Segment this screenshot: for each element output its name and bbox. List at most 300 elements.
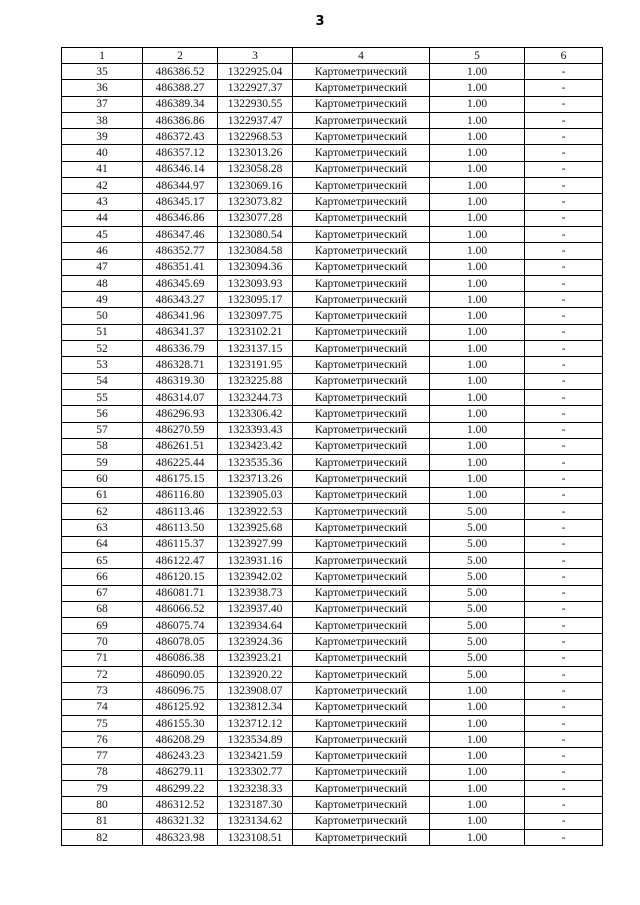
accuracy-cell: 1.00: [430, 341, 525, 357]
point-number-cell: 53: [62, 357, 143, 373]
x-coordinate-cell: 486314.07: [143, 389, 218, 405]
point-number-cell: 75: [62, 715, 143, 731]
header-cell-4: 4: [293, 48, 430, 64]
y-coordinate-cell: 1323073.82: [218, 194, 293, 210]
point-number-cell: 44: [62, 210, 143, 226]
method-cell: Картометрический: [293, 650, 430, 666]
table-row: [62, 601, 603, 617]
note-cell: -: [525, 324, 603, 340]
method-cell: Картометрический: [293, 64, 430, 80]
point-number-cell: 67: [62, 585, 143, 601]
method-cell: Картометрический: [293, 585, 430, 601]
note-cell: -: [525, 357, 603, 373]
y-coordinate-cell: 1322930.55: [218, 96, 293, 112]
accuracy-cell: 5.00: [430, 504, 525, 520]
accuracy-cell: 1.00: [430, 145, 525, 161]
point-number-cell: 65: [62, 552, 143, 568]
method-cell: Картометрический: [293, 715, 430, 731]
y-coordinate-cell: 1323134.62: [218, 813, 293, 829]
method-cell: Картометрический: [293, 748, 430, 764]
table-row: [62, 292, 603, 308]
note-cell: -: [525, 145, 603, 161]
table-row: [62, 129, 603, 145]
accuracy-cell: 1.00: [430, 96, 525, 112]
x-coordinate-cell: 486155.30: [143, 715, 218, 731]
table-row: [62, 275, 603, 291]
method-cell: Картометрический: [293, 178, 430, 194]
note-cell: -: [525, 373, 603, 389]
point-number-cell: 54: [62, 373, 143, 389]
x-coordinate-cell: 486066.52: [143, 601, 218, 617]
y-coordinate-cell: 1323306.42: [218, 406, 293, 422]
table-row: [62, 813, 603, 829]
note-cell: -: [525, 80, 603, 96]
method-cell: Картометрический: [293, 80, 430, 96]
table-row: [62, 243, 603, 259]
y-coordinate-cell: 1323244.73: [218, 389, 293, 405]
table-row: [62, 455, 603, 471]
method-cell: Картометрический: [293, 194, 430, 210]
method-cell: Картометрический: [293, 552, 430, 568]
note-cell: -: [525, 487, 603, 503]
y-coordinate-cell: 1323393.43: [218, 422, 293, 438]
point-number-cell: 51: [62, 324, 143, 340]
table-row: [62, 487, 603, 503]
table-row: [62, 699, 603, 715]
point-number-cell: 41: [62, 161, 143, 177]
accuracy-cell: 1.00: [430, 455, 525, 471]
table-row: [62, 178, 603, 194]
point-number-cell: 36: [62, 80, 143, 96]
table-row: [62, 373, 603, 389]
y-coordinate-cell: 1323927.99: [218, 536, 293, 552]
y-coordinate-cell: 1323094.36: [218, 259, 293, 275]
point-number-cell: 80: [62, 797, 143, 813]
method-cell: Картометрический: [293, 601, 430, 617]
accuracy-cell: 5.00: [430, 666, 525, 682]
note-cell: -: [525, 308, 603, 324]
y-coordinate-cell: 1323238.33: [218, 781, 293, 797]
table-row: [62, 161, 603, 177]
method-cell: Картометрический: [293, 275, 430, 291]
x-coordinate-cell: 486343.27: [143, 292, 218, 308]
point-number-cell: 61: [62, 487, 143, 503]
method-cell: Картометрический: [293, 357, 430, 373]
note-cell: -: [525, 781, 603, 797]
x-coordinate-cell: 486270.59: [143, 422, 218, 438]
note-cell: -: [525, 64, 603, 80]
table-row: [62, 438, 603, 454]
table-row: [62, 650, 603, 666]
x-coordinate-cell: 486261.51: [143, 438, 218, 454]
x-coordinate-cell: 486299.22: [143, 781, 218, 797]
point-number-cell: 38: [62, 112, 143, 128]
note-cell: -: [525, 683, 603, 699]
point-number-cell: 52: [62, 341, 143, 357]
note-cell: -: [525, 715, 603, 731]
x-coordinate-cell: 486321.32: [143, 813, 218, 829]
accuracy-cell: 1.00: [430, 829, 525, 845]
x-coordinate-cell: 486346.86: [143, 210, 218, 226]
note-cell: -: [525, 210, 603, 226]
accuracy-cell: 1.00: [430, 243, 525, 259]
table-row: [62, 552, 603, 568]
x-coordinate-cell: 486323.98: [143, 829, 218, 845]
x-coordinate-cell: 486388.27: [143, 80, 218, 96]
method-cell: Картометрический: [293, 112, 430, 128]
header-cell-6: 6: [525, 48, 603, 64]
accuracy-cell: 1.00: [430, 748, 525, 764]
accuracy-cell: 1.00: [430, 373, 525, 389]
method-cell: Картометрический: [293, 438, 430, 454]
point-number-cell: 72: [62, 666, 143, 682]
accuracy-cell: 1.00: [430, 764, 525, 780]
accuracy-cell: 1.00: [430, 80, 525, 96]
method-cell: Картометрический: [293, 781, 430, 797]
method-cell: Картометрический: [293, 96, 430, 112]
y-coordinate-cell: 1323191.95: [218, 357, 293, 373]
accuracy-cell: 1.00: [430, 471, 525, 487]
table-row: [62, 406, 603, 422]
accuracy-cell: 1.00: [430, 781, 525, 797]
point-number-cell: 42: [62, 178, 143, 194]
method-cell: Картометрический: [293, 618, 430, 634]
table-row: [62, 764, 603, 780]
y-coordinate-cell: 1323712.12: [218, 715, 293, 731]
method-cell: Картометрический: [293, 813, 430, 829]
x-coordinate-cell: 486090.05: [143, 666, 218, 682]
note-cell: -: [525, 471, 603, 487]
point-number-cell: 58: [62, 438, 143, 454]
accuracy-cell: 1.00: [430, 324, 525, 340]
y-coordinate-cell: 1323931.16: [218, 552, 293, 568]
point-number-cell: 47: [62, 259, 143, 275]
note-cell: -: [525, 422, 603, 438]
accuracy-cell: 1.00: [430, 194, 525, 210]
note-cell: -: [525, 552, 603, 568]
y-coordinate-cell: 1322925.04: [218, 64, 293, 80]
y-coordinate-cell: 1323102.21: [218, 324, 293, 340]
table-row: [62, 504, 603, 520]
table-row: [62, 422, 603, 438]
table-row: [62, 781, 603, 797]
table-row: [62, 683, 603, 699]
x-coordinate-cell: 486078.05: [143, 634, 218, 650]
y-coordinate-cell: 1323421.59: [218, 748, 293, 764]
y-coordinate-cell: 1323077.28: [218, 210, 293, 226]
x-coordinate-cell: 486096.75: [143, 683, 218, 699]
accuracy-cell: 1.00: [430, 683, 525, 699]
note-cell: -: [525, 699, 603, 715]
point-number-cell: 62: [62, 504, 143, 520]
table-row: [62, 259, 603, 275]
x-coordinate-cell: 486328.71: [143, 357, 218, 373]
point-number-cell: 66: [62, 569, 143, 585]
method-cell: Картометрический: [293, 569, 430, 585]
accuracy-cell: 5.00: [430, 618, 525, 634]
accuracy-cell: 1.00: [430, 813, 525, 829]
note-cell: -: [525, 96, 603, 112]
note-cell: -: [525, 275, 603, 291]
x-coordinate-cell: 486319.30: [143, 373, 218, 389]
method-cell: Картометрический: [293, 129, 430, 145]
y-coordinate-cell: 1323942.02: [218, 569, 293, 585]
table-row: [62, 520, 603, 536]
table-row: [62, 357, 603, 373]
x-coordinate-cell: 486345.69: [143, 275, 218, 291]
table-row: [62, 585, 603, 601]
y-coordinate-cell: 1323923.21: [218, 650, 293, 666]
note-cell: -: [525, 797, 603, 813]
note-cell: -: [525, 389, 603, 405]
x-coordinate-cell: 486081.71: [143, 585, 218, 601]
note-cell: -: [525, 259, 603, 275]
accuracy-cell: 5.00: [430, 552, 525, 568]
point-number-cell: 63: [62, 520, 143, 536]
point-number-cell: 40: [62, 145, 143, 161]
point-number-cell: 79: [62, 781, 143, 797]
point-number-cell: 69: [62, 618, 143, 634]
x-coordinate-cell: 486386.52: [143, 64, 218, 80]
point-number-cell: 35: [62, 64, 143, 80]
point-number-cell: 73: [62, 683, 143, 699]
accuracy-cell: 1.00: [430, 389, 525, 405]
y-coordinate-cell: 1323938.73: [218, 585, 293, 601]
point-number-cell: 82: [62, 829, 143, 845]
y-coordinate-cell: 1323922.53: [218, 504, 293, 520]
note-cell: -: [525, 504, 603, 520]
note-cell: -: [525, 764, 603, 780]
table-row: [62, 536, 603, 552]
accuracy-cell: 5.00: [430, 601, 525, 617]
table-row: [62, 797, 603, 813]
point-number-cell: 55: [62, 389, 143, 405]
y-coordinate-cell: 1323920.22: [218, 666, 293, 682]
x-coordinate-cell: 486357.12: [143, 145, 218, 161]
method-cell: Картометрический: [293, 520, 430, 536]
x-coordinate-cell: 486122.47: [143, 552, 218, 568]
note-cell: -: [525, 634, 603, 650]
point-number-cell: 64: [62, 536, 143, 552]
y-coordinate-cell: 1323058.28: [218, 161, 293, 177]
x-coordinate-cell: 486175.15: [143, 471, 218, 487]
method-cell: Картометрический: [293, 764, 430, 780]
method-cell: Картометрический: [293, 732, 430, 748]
accuracy-cell: 1.00: [430, 275, 525, 291]
point-number-cell: 45: [62, 226, 143, 242]
x-coordinate-cell: 486279.11: [143, 764, 218, 780]
table-row: [62, 666, 603, 682]
method-cell: Картометрический: [293, 210, 430, 226]
table-row: [62, 471, 603, 487]
y-coordinate-cell: 1322927.37: [218, 80, 293, 96]
x-coordinate-cell: 486115.37: [143, 536, 218, 552]
method-cell: Картометрический: [293, 259, 430, 275]
y-coordinate-cell: 1323713.26: [218, 471, 293, 487]
header-row: [62, 48, 603, 64]
accuracy-cell: 1.00: [430, 715, 525, 731]
point-number-cell: 74: [62, 699, 143, 715]
note-cell: -: [525, 585, 603, 601]
point-number-cell: 59: [62, 455, 143, 471]
method-cell: Картометрический: [293, 422, 430, 438]
header-cell-5: 5: [430, 48, 525, 64]
x-coordinate-cell: 486347.46: [143, 226, 218, 242]
accuracy-cell: 1.00: [430, 308, 525, 324]
point-number-cell: 56: [62, 406, 143, 422]
method-cell: Картометрический: [293, 389, 430, 405]
table-row: [62, 569, 603, 585]
accuracy-cell: 1.00: [430, 161, 525, 177]
accuracy-cell: 1.00: [430, 797, 525, 813]
accuracy-cell: 1.00: [430, 357, 525, 373]
x-coordinate-cell: 486351.41: [143, 259, 218, 275]
point-number-cell: 78: [62, 764, 143, 780]
point-number-cell: 39: [62, 129, 143, 145]
table-row: [62, 96, 603, 112]
accuracy-cell: 5.00: [430, 634, 525, 650]
x-coordinate-cell: 486243.23: [143, 748, 218, 764]
note-cell: -: [525, 455, 603, 471]
method-cell: Картометрический: [293, 161, 430, 177]
x-coordinate-cell: 486336.79: [143, 341, 218, 357]
accuracy-cell: 1.00: [430, 226, 525, 242]
point-number-cell: 46: [62, 243, 143, 259]
accuracy-cell: 1.00: [430, 210, 525, 226]
note-cell: -: [525, 178, 603, 194]
x-coordinate-cell: 486086.38: [143, 650, 218, 666]
table-row: [62, 634, 603, 650]
note-cell: -: [525, 226, 603, 242]
y-coordinate-cell: 1323097.75: [218, 308, 293, 324]
y-coordinate-cell: 1323925.68: [218, 520, 293, 536]
y-coordinate-cell: 1323187.30: [218, 797, 293, 813]
x-coordinate-cell: 486341.37: [143, 324, 218, 340]
accuracy-cell: 5.00: [430, 585, 525, 601]
note-cell: -: [525, 650, 603, 666]
table-row: [62, 715, 603, 731]
point-number-cell: 81: [62, 813, 143, 829]
table-row: [62, 341, 603, 357]
table-row: [62, 64, 603, 80]
note-cell: -: [525, 829, 603, 845]
method-cell: Картометрический: [293, 471, 430, 487]
y-coordinate-cell: 1323069.16: [218, 178, 293, 194]
accuracy-cell: 1.00: [430, 422, 525, 438]
y-coordinate-cell: 1322968.53: [218, 129, 293, 145]
note-cell: -: [525, 520, 603, 536]
y-coordinate-cell: 1322937.47: [218, 112, 293, 128]
note-cell: -: [525, 243, 603, 259]
method-cell: Картометрический: [293, 666, 430, 682]
point-number-cell: 49: [62, 292, 143, 308]
table-row: [62, 194, 603, 210]
note-cell: -: [525, 161, 603, 177]
accuracy-cell: 1.00: [430, 292, 525, 308]
table-row: [62, 829, 603, 845]
y-coordinate-cell: 1323080.54: [218, 226, 293, 242]
header-cell-1: 1: [62, 48, 143, 64]
x-coordinate-cell: 486296.93: [143, 406, 218, 422]
note-cell: -: [525, 341, 603, 357]
point-number-cell: 37: [62, 96, 143, 112]
note-cell: -: [525, 748, 603, 764]
y-coordinate-cell: 1323013.26: [218, 145, 293, 161]
note-cell: -: [525, 194, 603, 210]
accuracy-cell: 1.00: [430, 406, 525, 422]
accuracy-cell: 5.00: [430, 536, 525, 552]
x-coordinate-cell: 486116.80: [143, 487, 218, 503]
x-coordinate-cell: 486389.34: [143, 96, 218, 112]
x-coordinate-cell: 486113.50: [143, 520, 218, 536]
y-coordinate-cell: 1323423.42: [218, 438, 293, 454]
accuracy-cell: 1.00: [430, 732, 525, 748]
point-number-cell: 57: [62, 422, 143, 438]
method-cell: Картометрический: [293, 324, 430, 340]
method-cell: Картометрический: [293, 145, 430, 161]
table-row: [62, 112, 603, 128]
y-coordinate-cell: 1323535.36: [218, 455, 293, 471]
accuracy-cell: 1.00: [430, 438, 525, 454]
table-row: [62, 308, 603, 324]
table-row: [62, 324, 603, 340]
method-cell: Картометрический: [293, 536, 430, 552]
method-cell: Картометрический: [293, 634, 430, 650]
accuracy-cell: 1.00: [430, 487, 525, 503]
method-cell: Картометрический: [293, 292, 430, 308]
table-row: [62, 226, 603, 242]
accuracy-cell: 5.00: [430, 520, 525, 536]
x-coordinate-cell: 486386.86: [143, 112, 218, 128]
y-coordinate-cell: 1323937.40: [218, 601, 293, 617]
header-cell-3: 3: [218, 48, 293, 64]
x-coordinate-cell: 486341.96: [143, 308, 218, 324]
y-coordinate-cell: 1323108.51: [218, 829, 293, 845]
y-coordinate-cell: 1323924.36: [218, 634, 293, 650]
method-cell: Картометрический: [293, 406, 430, 422]
table-row: [62, 389, 603, 405]
point-number-cell: 48: [62, 275, 143, 291]
table-row: [62, 748, 603, 764]
method-cell: Картометрический: [293, 455, 430, 471]
method-cell: Картометрический: [293, 308, 430, 324]
note-cell: -: [525, 666, 603, 682]
table-body: [62, 64, 603, 846]
y-coordinate-cell: 1323812.34: [218, 699, 293, 715]
method-cell: Картометрический: [293, 699, 430, 715]
point-number-cell: 70: [62, 634, 143, 650]
accuracy-cell: 1.00: [430, 259, 525, 275]
point-number-cell: 76: [62, 732, 143, 748]
method-cell: Картометрический: [293, 243, 430, 259]
method-cell: Картометрический: [293, 797, 430, 813]
method-cell: Картометрический: [293, 373, 430, 389]
note-cell: -: [525, 536, 603, 552]
point-number-cell: 60: [62, 471, 143, 487]
accuracy-cell: 1.00: [430, 178, 525, 194]
y-coordinate-cell: 1323137.15: [218, 341, 293, 357]
x-coordinate-cell: 486225.44: [143, 455, 218, 471]
x-coordinate-cell: 486312.52: [143, 797, 218, 813]
x-coordinate-cell: 486352.77: [143, 243, 218, 259]
accuracy-cell: 1.00: [430, 112, 525, 128]
x-coordinate-cell: 486372.43: [143, 129, 218, 145]
accuracy-cell: 1.00: [430, 64, 525, 80]
table-row: [62, 145, 603, 161]
table-row: [62, 618, 603, 634]
y-coordinate-cell: 1323934.64: [218, 618, 293, 634]
point-number-cell: 68: [62, 601, 143, 617]
